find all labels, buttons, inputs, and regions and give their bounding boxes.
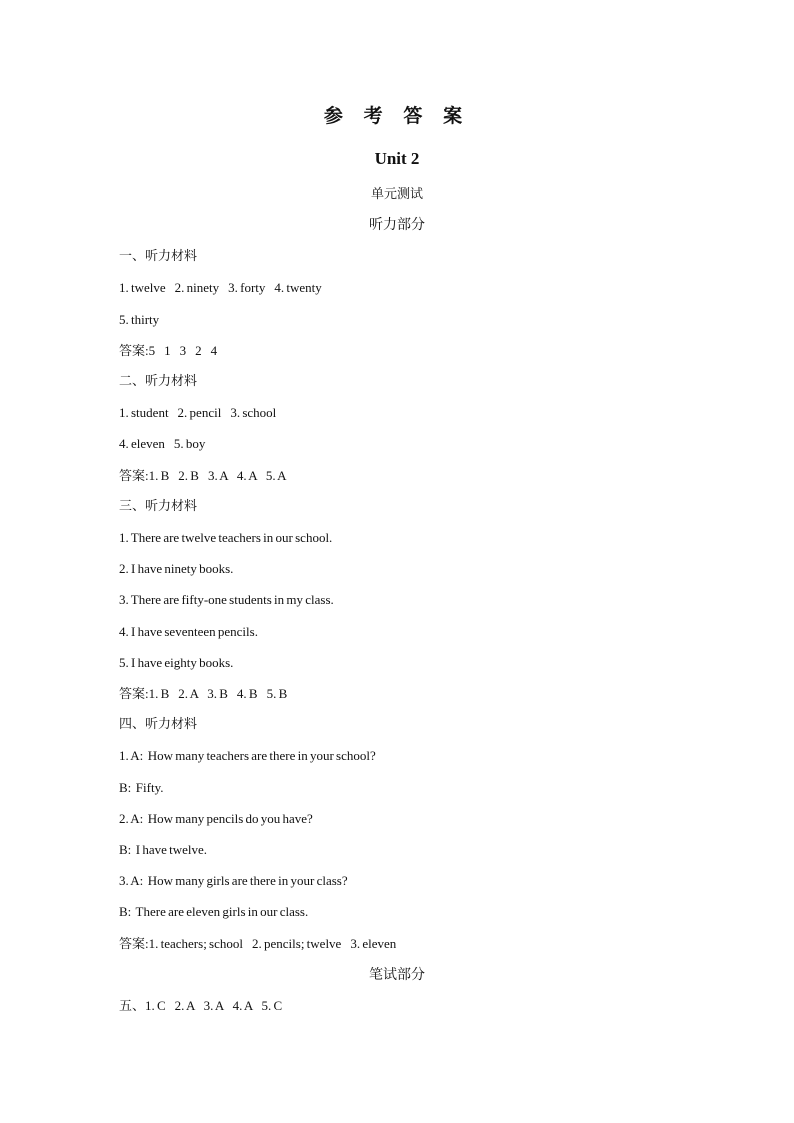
section5-line: 五、1. C 2. A 3. A 4. A 5. C <box>119 998 283 1013</box>
section1-heading: 一、听力材料 <box>119 249 198 264</box>
section4-heading: 四、听力材料 <box>119 717 198 732</box>
unit-title: Unit 2 <box>374 149 420 168</box>
section4-item: 1. A: How many teachers are there in your school? <box>119 748 376 763</box>
section1-answer: 答案:5 1 3 2 4 <box>119 343 218 358</box>
section2-heading: 二、听力材料 <box>119 374 198 389</box>
section4-item: 3. A: How many girls are there in your class? <box>119 873 348 888</box>
section4-answer: 答案:1. teachers; school 2. pencils; twelve 3. eleven <box>119 936 397 951</box>
section2-line2: 4. eleven 5. boy <box>119 436 206 451</box>
section4-item: B: There are eleven girls in our class. <box>119 904 309 919</box>
section1-line2: 5. thirty <box>119 312 160 327</box>
section2-line1: 1. student 2. pencil 3. school <box>119 405 277 420</box>
section3-item: 1. There are twelve teachers in our school. <box>119 530 333 545</box>
section3-heading: 三、听力材料 <box>119 499 198 514</box>
section4-item: B: I have twelve. <box>119 842 208 857</box>
section2-answer: 答案:1. B 2. B 3. A 4. A 5. A <box>119 468 287 483</box>
section4-item: 2. A: How many pencils do you have? <box>119 811 313 826</box>
writing-part-heading: 笔试部分 <box>369 967 425 983</box>
section3-answer: 答案:1. B 2. A 3. B 4. B 5. B <box>119 686 288 701</box>
section3-item: 4. I have seventeen pencils. <box>119 624 258 639</box>
test-heading: 单元测试 <box>370 187 423 202</box>
page-title: 参 考 答 案 <box>323 106 471 127</box>
section4-item: B: Fifty. <box>119 780 164 795</box>
section3-item: 2. I have ninety books. <box>119 561 234 576</box>
section3-item: 5. I have eighty books. <box>119 655 234 670</box>
section1-line1: 1. twelve 2. ninety 3. forty 4. twenty <box>119 280 322 295</box>
listening-part-heading: 听力部分 <box>369 217 425 233</box>
section3-item: 3. There are fifty-one students in my class. <box>119 592 334 607</box>
